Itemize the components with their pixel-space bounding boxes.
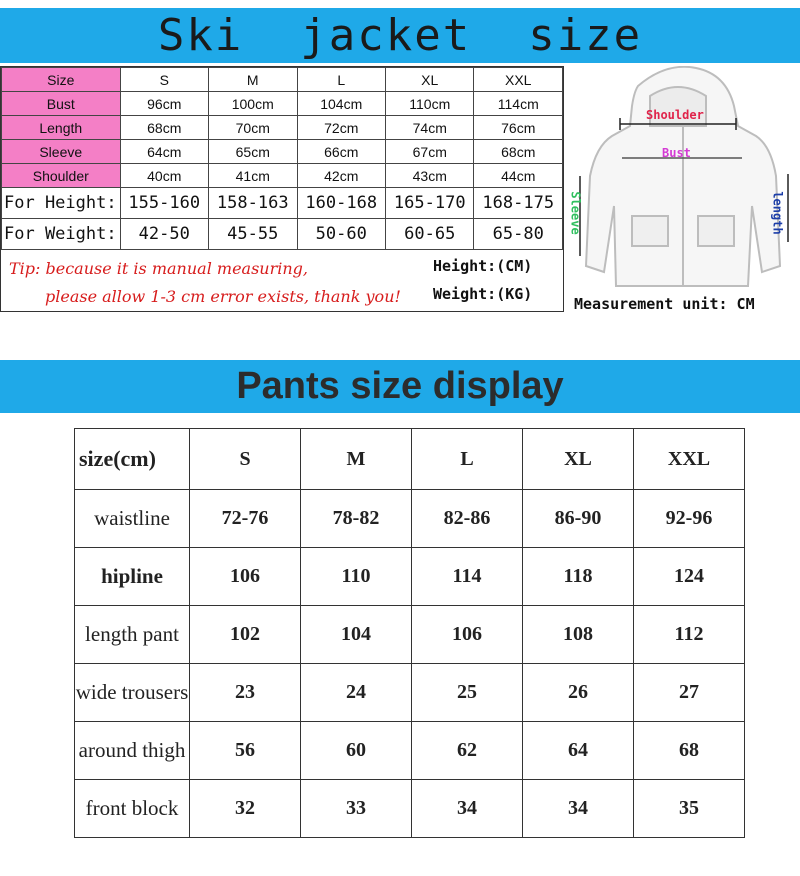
ski-cell: 65cm [209,140,298,164]
pants-cell: 34 [412,780,523,838]
ski-cell: 66cm [297,140,386,164]
ski-cell: 160-168 [297,188,386,219]
ski-cell: 76cm [474,116,563,140]
pants-cell: 26 [523,664,634,722]
pants-cell: 86-90 [523,490,634,548]
pants-row-waistline [75,490,745,548]
pants-cell: 72-76 [190,490,301,548]
ski-cell: 44cm [474,164,563,188]
ski-cell: 60-65 [386,219,474,250]
pants-row-label: waistline [75,490,190,548]
pants-row-label: hipline [75,548,190,606]
ski-size-cell: XXL [474,68,563,92]
pants-cell: 24 [301,664,412,722]
ski-cell: 42-50 [120,219,208,250]
ski-jacket-title: Ski jacket size [157,10,643,61]
ski-cell: 41cm [209,164,298,188]
pants-banner [0,360,800,413]
pants-cell: 106 [190,548,301,606]
ski-cell: 45-55 [209,219,298,250]
pants-cell: 102 [190,606,301,664]
pants-row-label: around thigh [75,722,190,780]
pants-cell: 62 [412,722,523,780]
jacket-illustration [566,66,800,294]
sleeve-label: Sleeve [568,191,583,235]
length-label: length [770,191,785,235]
ski-cell: 100cm [209,92,298,116]
pants-cell: 82-86 [412,490,523,548]
ski-cell: 64cm [120,140,208,164]
measurement-unit: Measurement unit: CM [574,295,755,313]
ski-size-table [1,67,563,250]
ski-row-bust [2,92,563,116]
pants-cell: 35 [634,780,745,838]
ski-cell: 50-60 [297,219,386,250]
ski-row-label: Length [2,116,121,140]
pants-row-label: wide trousers [75,664,190,722]
ski-cell: 68cm [120,116,208,140]
pants-row-wide-trousers [75,664,745,722]
ski-cell: 158-163 [209,188,298,219]
weight-unit: Weight:(KG) [433,285,533,303]
pants-cell: 78-82 [301,490,412,548]
ski-row-label: Shoulder [2,164,121,188]
ski-jacket-banner [0,8,800,63]
pants-cell: 118 [523,548,634,606]
pants-row-length-pant [75,606,745,664]
pants-title: Pants size display [236,365,564,407]
pants-cell: 68 [634,722,745,780]
pants-cell: 110 [301,548,412,606]
ski-height-label: For Height: [2,188,121,219]
ski-cell: 155-160 [120,188,208,219]
pants-cell: 92-96 [634,490,745,548]
pants-row-label: length pant [75,606,190,664]
ski-cell: 68cm [474,140,563,164]
ski-size-label: Size [2,68,121,92]
ski-cell: 110cm [386,92,474,116]
pants-cell: 34 [523,780,634,838]
pants-row-hipline [75,548,745,606]
ski-cell: 72cm [297,116,386,140]
ski-size-cell: XL [386,68,474,92]
pants-row-label: front block [75,780,190,838]
shoulder-label: Shoulder [646,108,704,122]
ski-header-row [2,68,563,92]
ski-size-cell: S [120,68,208,92]
ski-cell: 104cm [297,92,386,116]
ski-cell: 70cm [209,116,298,140]
pants-cell: 25 [412,664,523,722]
pants-cell: 114 [412,548,523,606]
ski-cell: 42cm [297,164,386,188]
tip-line-2: please allow 1-3 cm error exists, thank you! [45,287,401,306]
pants-size-cell: S [190,429,301,490]
pants-header-row [75,429,745,490]
pants-cell: 124 [634,548,745,606]
height-unit: Height:(CM) [433,257,533,275]
ski-size-chart [0,66,564,312]
ski-cell: 74cm [386,116,474,140]
pants-row-front-block [75,780,745,838]
pants-size-table [74,428,745,838]
ski-size-cell: L [297,68,386,92]
ski-cell: 114cm [474,92,563,116]
ski-weight-label: For Weight: [2,219,121,250]
pants-cell: 108 [523,606,634,664]
bust-label: Bust [662,146,691,160]
pants-cell: 27 [634,664,745,722]
ski-cell: 165-170 [386,188,474,219]
ski-cell: 96cm [120,92,208,116]
pants-cell: 56 [190,722,301,780]
pants-size-label: size(cm) [75,429,190,490]
ski-cell: 43cm [386,164,474,188]
pants-cell: 60 [301,722,412,780]
ski-cell: 40cm [120,164,208,188]
ski-row-shoulder [2,164,563,188]
ski-cell: 65-80 [474,219,563,250]
pants-cell: 32 [190,780,301,838]
ski-row-sleeve [2,140,563,164]
pants-row-around-thigh [75,722,745,780]
ski-row-height [2,188,563,219]
pants-cell: 33 [301,780,412,838]
pants-cell: 64 [523,722,634,780]
ski-cell: 67cm [386,140,474,164]
pants-size-cell: XXL [634,429,745,490]
pants-cell: 112 [634,606,745,664]
pants-cell: 106 [412,606,523,664]
ski-row-length [2,116,563,140]
jacket-diagram [566,66,800,316]
pants-size-cell: M [301,429,412,490]
ski-size-cell: M [209,68,298,92]
ski-cell: 168-175 [474,188,563,219]
tip-line-1: Tip: because it is manual measuring, [9,259,308,278]
ski-row-weight [2,219,563,250]
ski-row-label: Sleeve [2,140,121,164]
pants-cell: 23 [190,664,301,722]
pants-size-cell: L [412,429,523,490]
ski-row-label: Bust [2,92,121,116]
pants-size-cell: XL [523,429,634,490]
pants-cell: 104 [301,606,412,664]
